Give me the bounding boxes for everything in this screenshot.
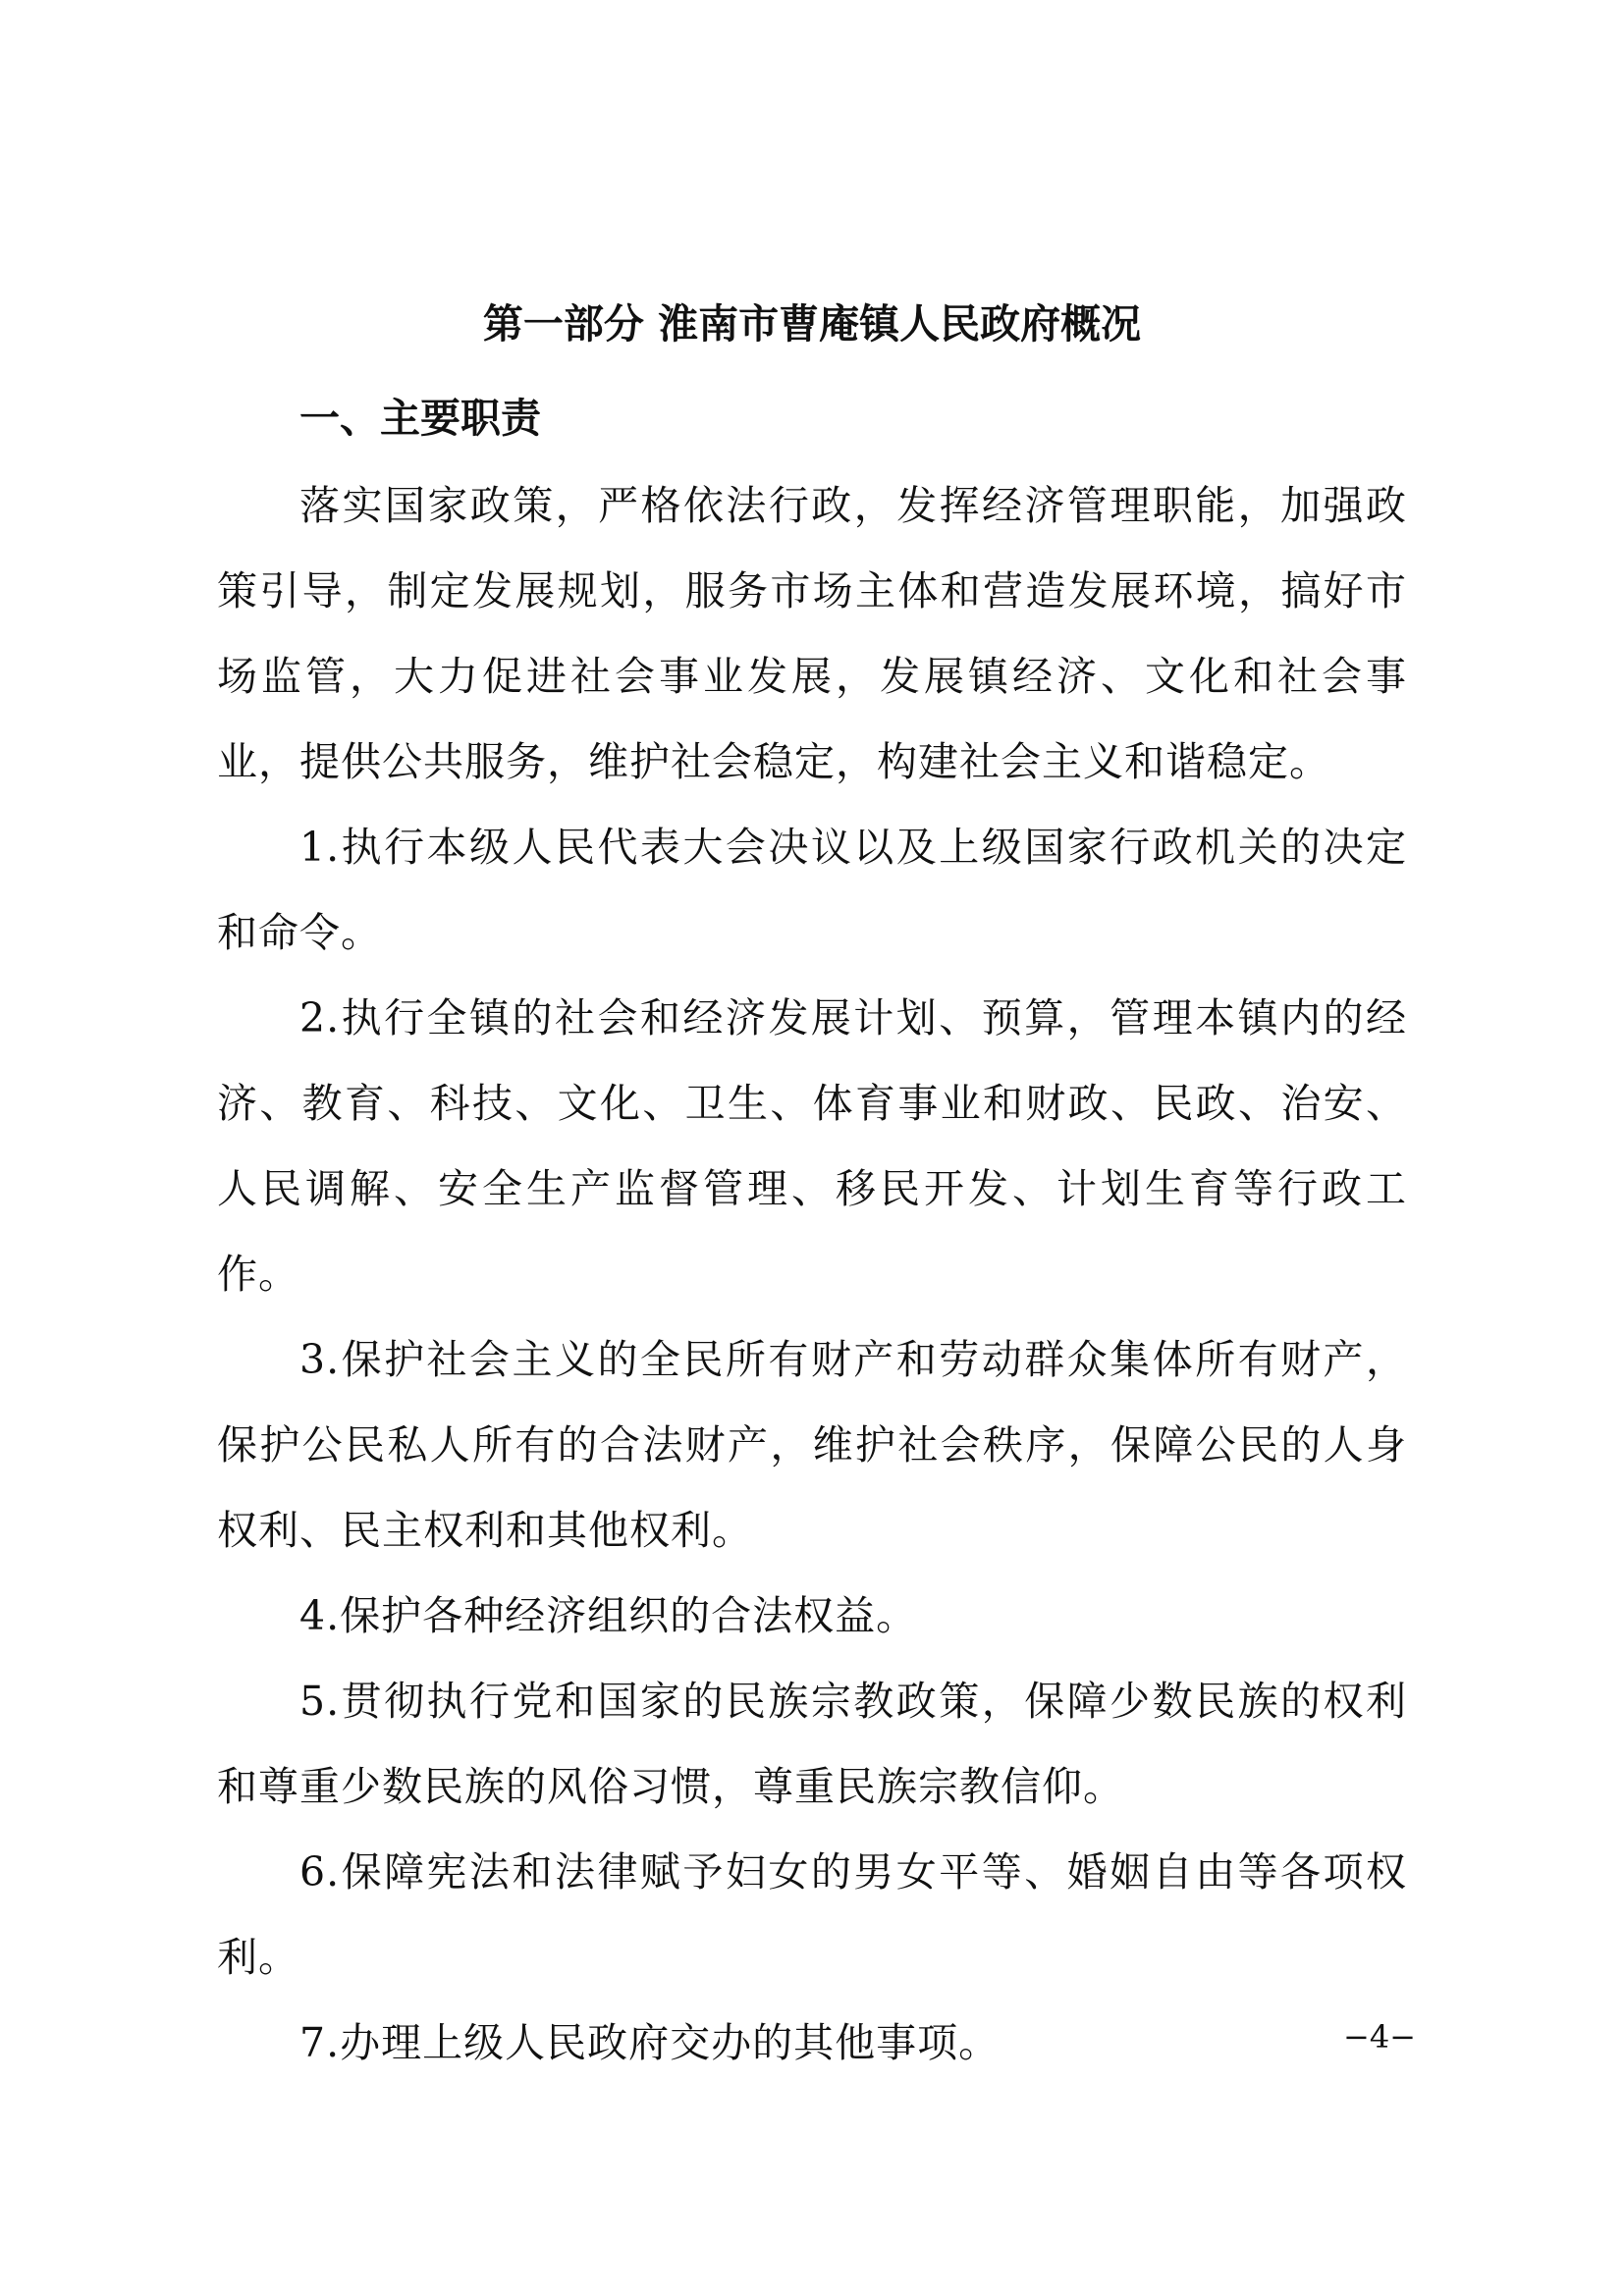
document-body <box>217 463 1407 2086</box>
duty-item-6: 6.保障宪法和法律赋予妇女的男女平等、婚姻自由等各项权利。 <box>217 1848 1407 1981</box>
page-title: 第一部分 淮南市曹庵镇人民政府概况 <box>482 300 1142 347</box>
duty-item-1: 1.执行本级人民代表大会决议以及上级国家行政机关的决定和命令。 <box>217 824 1407 956</box>
intro-paragraph: 落实国家政策，严格依法行政，发挥经济管理职能，加强政策引导，制定发展规划，服务市场主体和营造发展环境，搞好市场监管，大力促进社会事业发展，发展镇经济、文化和社会事业，提供公共服务，维护社会稳定，构建社会主义和谐稳定。 <box>217 482 1407 785</box>
duty-item-7: 7.办理上级人民政府交办的其他事项。 <box>299 2019 1001 2066</box>
duty-item-2: 2.执行全镇的社会和经济发展计划、预算，管理本镇内的经济、教育、科技、文化、卫生、体育事业和财政、民政、治安、人民调解、安全生产监督管理、移民开发、计划生育等行政工作。 <box>217 994 1407 1298</box>
duty-item-3: 3.保护社会主义的全民所有财产和劳动群众集体所有财产，保护公民私人所有的合法财产，维护社会秩序，保障公民的人身权利、民主权利和其他权利。 <box>217 1336 1407 1554</box>
duty-item-4: 4.保护各种经济组织的合法权益。 <box>299 1592 918 1639</box>
section-heading: 一、主要职责 <box>299 395 541 442</box>
duty-item-5: 5.贯彻执行党和国家的民族宗教政策，保障少数民族的权利和尊重少数民族的风俗习惯，尊重民族宗教信仰。 <box>217 1678 1407 1810</box>
page-number: −4− <box>1343 2018 1416 2056</box>
